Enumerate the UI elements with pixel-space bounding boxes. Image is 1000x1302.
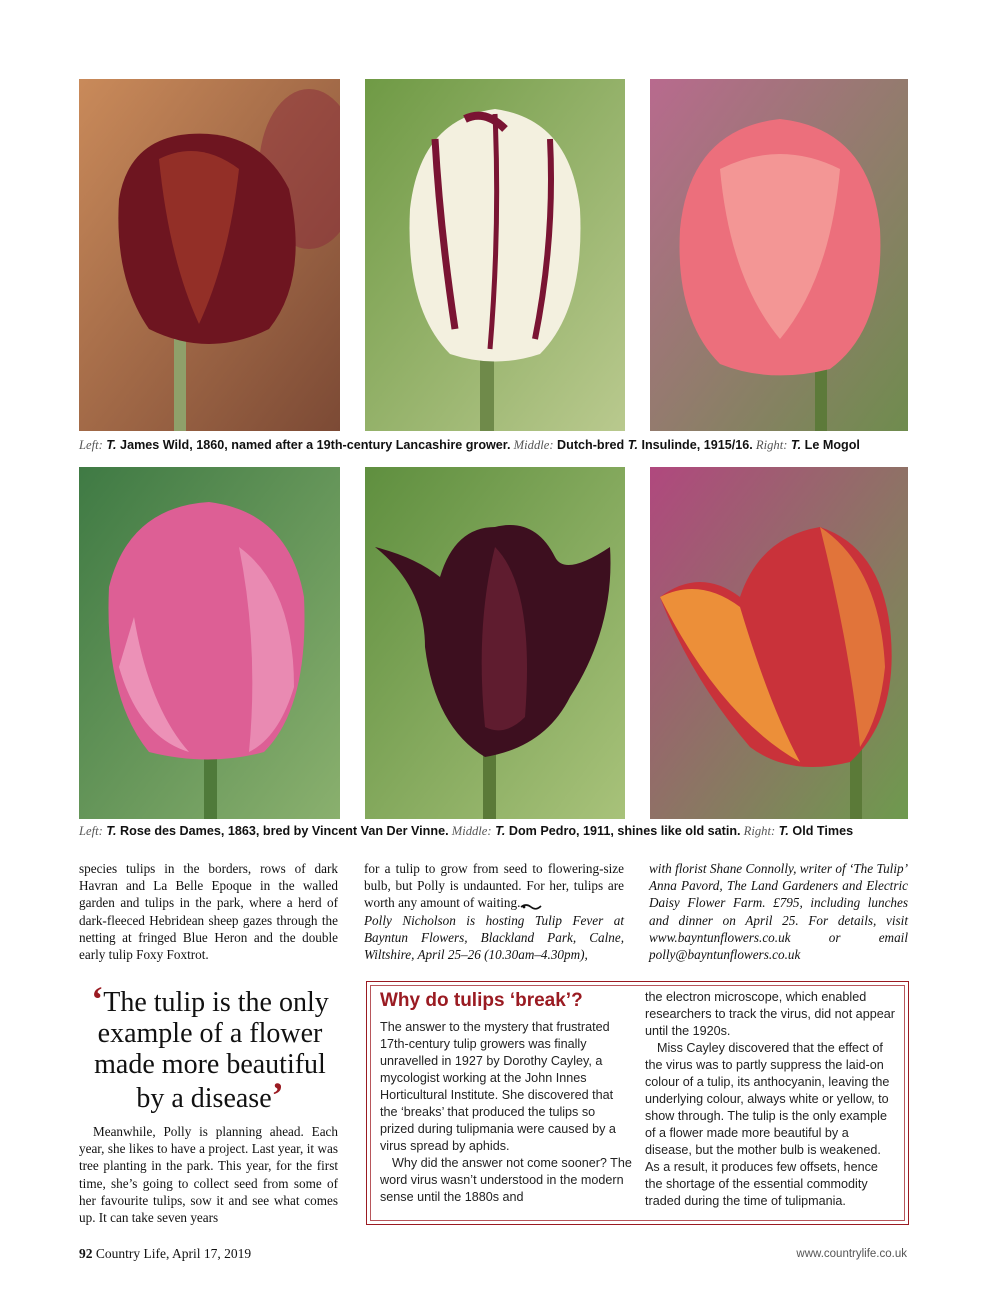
pull-quote-text: The tulip is the only example of a flower made more beautiful by a disease <box>94 987 329 1114</box>
quote-close-mark: ’ <box>271 1075 284 1115</box>
body-paragraph: Meanwhile, Polly is planning ahead. Each year, she likes to have a project. Last year, it was tree planting in the park. This year, for the first time, she’s going to collect seed from some of her favourite tulips, sow it and see what comes up. It can take seven years <box>79 1124 338 1226</box>
sidebar-column-1 <box>380 1019 632 1206</box>
photo-old-times <box>650 467 908 819</box>
photo-caption-row-2 <box>79 824 919 839</box>
sidebar-title: Why do tulips ‘break’? <box>380 990 583 1011</box>
page-number: 92 <box>79 1246 93 1261</box>
caption-genus: T. <box>106 438 117 452</box>
photo-caption-row-1 <box>79 438 919 453</box>
event-details: Polly Nicholson is hosting Tulip Fever at Bayntun Flowers, Blackland Park, Calne, Wiltshire, April 25–26 (10.30am–4.30pm), <box>364 912 624 963</box>
quote-open-mark: ‘ <box>91 979 104 1019</box>
caption-label-right: Right: <box>752 438 788 452</box>
body-paragraph: for a tulip to grow from seed to flowering-size bulb, but Polly is undaunted. For her, tulips are worth any amount of waiting. <box>364 861 624 911</box>
end-mark-icon <box>520 899 542 909</box>
caption-label-middle: Middle: <box>448 824 492 838</box>
body-column-1-bottom <box>79 1123 338 1226</box>
body-column-3-top <box>649 860 908 963</box>
caption-label-left: Left: <box>79 824 103 838</box>
caption-text-right: Old Times <box>788 824 854 838</box>
photo-rose-des-dames <box>79 467 340 819</box>
sidebar-paragraph: the electron microscope, which enabled researchers to track the virus, did not appear until the 1920s. <box>645 990 895 1038</box>
caption-genus: T. <box>106 824 117 838</box>
caption-text-middle-2: Insulinde, 1915/16. <box>637 438 753 452</box>
caption-genus: T. <box>495 824 506 838</box>
sidebar-paragraph: Miss Cayley discovered that the effect of the virus was to partly suppress the laid-on colour of a tulip, its anthocyanin, leaving the underlying colour, always white or yellow, to show through. The tulip is the only example of a flower made more beautiful by a disease, but the mother bulb is weakened. As a result, it produces few offsets, hence the shortage of the essential commodity traded during the time of tulipmania. <box>645 1041 890 1208</box>
event-details-continued: with florist Shane Connolly, writer of ‘The Tulip’ Anna Pavord, The Land Gardeners and Electric Daisy Flower Farm. £795, including lunches and dinner on April 25. For details, visit www.bayntunflowers.co.uk or email polly@bayntunflowers.co.uk <box>649 861 908 963</box>
caption-text-right: Le Mogol <box>801 438 860 452</box>
caption-genus: T. <box>778 824 789 838</box>
caption-text-left: Rose des Dames, 1863, bred by Vincent Van Der Vinne. <box>116 824 449 838</box>
sidebar-paragraph: The answer to the mystery that frustrated 17th-century tulip growers was finally unravelled in 1927 by Dorothy Cayley, a mycologist working at the John Innes Horticultural Institute. She discovered that the ‘breaks’ that produced the tulips so prized during tulipmania were caused by a virus spread by aphids. <box>380 1020 616 1153</box>
sidebar-paragraph: Why did the answer not come sooner? The word virus wasn’t understood in the modern sense until the 1880s and <box>380 1156 632 1204</box>
body-column-1-top <box>79 860 338 963</box>
caption-genus: T. <box>627 438 638 452</box>
website-url[interactable]: www.countrylife.co.uk <box>796 1248 907 1260</box>
caption-text-middle: Dom Pedro, 1911, shines like old satin. <box>505 824 741 838</box>
caption-label-right: Right: <box>740 824 776 838</box>
photo-le-mogol <box>650 79 908 431</box>
magazine-issue: Country Life, April 17, 2019 <box>95 1246 252 1261</box>
caption-text-middle-1: Dutch-bred <box>553 438 628 452</box>
caption-label-middle: Middle: <box>510 438 554 452</box>
photo-dom-pedro <box>365 467 625 819</box>
caption-label-left: Left: <box>79 438 103 452</box>
photo-james-wild <box>79 79 340 431</box>
photo-insulinde <box>365 79 625 431</box>
body-column-2-top <box>364 860 624 963</box>
caption-genus: T. <box>790 438 802 452</box>
pull-quote <box>79 979 341 1115</box>
page-footer-left <box>79 1246 251 1262</box>
body-paragraph: species tulips in the borders, rows of dark Havran and La Belle Epoque in the walled garden and tulips in the park, where a herd of dark-fleeced Hebridean sheep gazes through the netting at fringed Blue Heron and the double early tulip Foxy Foxtrot. <box>79 861 338 963</box>
sidebar-column-2 <box>645 989 895 1210</box>
caption-text-left: James Wild, 1860, named after a 19th-century Lancashire grower. <box>116 438 511 452</box>
